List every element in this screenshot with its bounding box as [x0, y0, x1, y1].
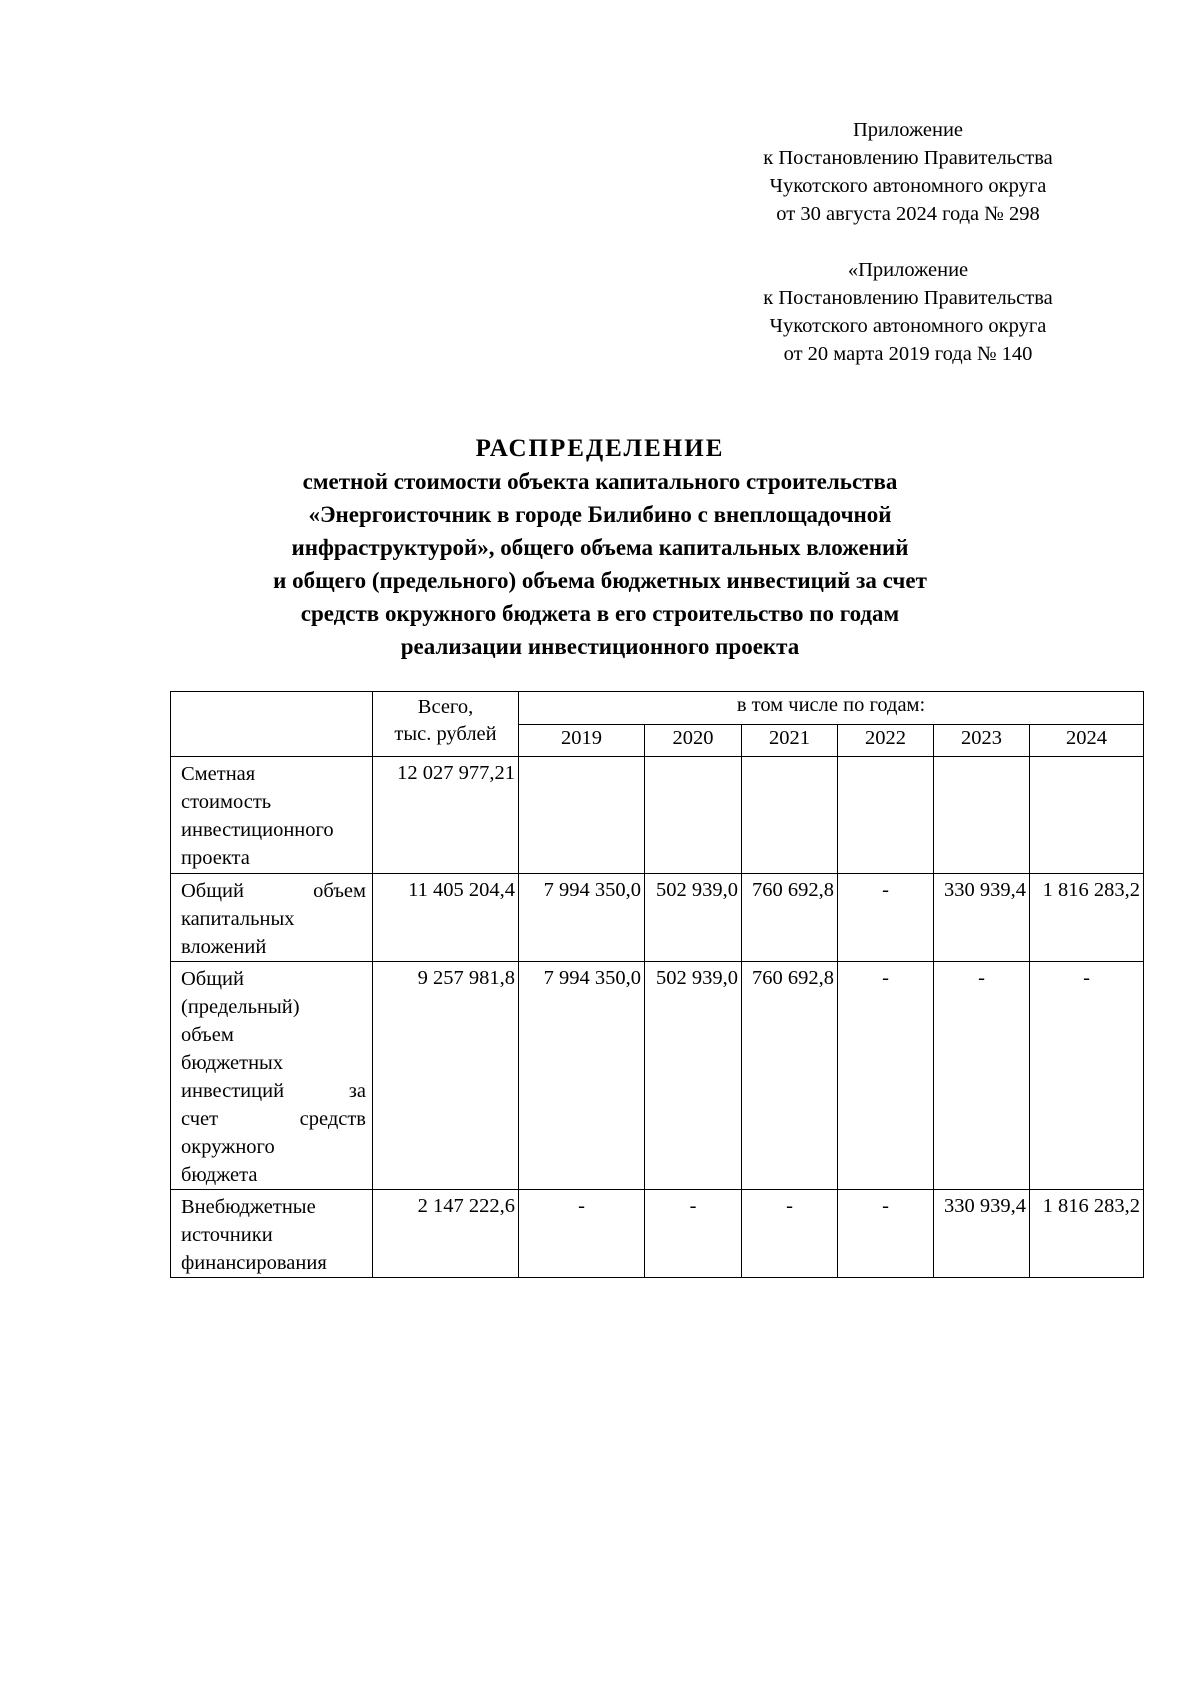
cell-2020: 502 939,0	[645, 962, 742, 1190]
cell-2024: 1 816 283,2	[1030, 1190, 1144, 1278]
cell-2020	[645, 757, 742, 874]
cell-2022: -	[838, 962, 934, 1190]
row-label-word: Общий	[181, 968, 244, 990]
header-by-years: в том числе по годам:	[519, 692, 1144, 725]
cell-2023: -	[934, 962, 1030, 1190]
title-line: реализации инвестиционного проекта	[400, 634, 800, 659]
row-label-word: вложений	[181, 936, 267, 958]
row-label-word: окружного	[181, 1136, 275, 1158]
row-label-word: Общий	[181, 880, 244, 902]
row-label-line	[181, 844, 366, 872]
title-line: средств окружного бюджета в его строительство по годам	[300, 601, 900, 626]
appendix-line: к Постановлению Правительства	[763, 287, 1053, 309]
row-label-word: инвестиционного	[181, 819, 334, 841]
cell-2022	[838, 757, 934, 874]
row-label	[171, 874, 373, 962]
cell-2020: 502 939,0	[645, 874, 742, 962]
row-label	[171, 757, 373, 874]
row-label-word: Сметная	[181, 763, 256, 785]
row-label-line	[181, 1193, 366, 1221]
row-label-word: проекта	[181, 847, 250, 869]
appendix-line: Приложение	[852, 119, 964, 141]
row-total: 11 405 204,4	[373, 874, 519, 962]
row-total: 12 027 977,21	[373, 757, 519, 874]
cell-2021: -	[742, 1190, 838, 1278]
row-total: 2 147 222,6	[373, 1190, 519, 1278]
row-label-line	[181, 1077, 366, 1105]
cell-2021: 760 692,8	[742, 962, 838, 1190]
row-label-word: объем	[181, 1024, 234, 1046]
row-label-line	[181, 1049, 366, 1077]
row-label-line	[181, 760, 366, 788]
row-label-line	[181, 1021, 366, 1049]
row-label-line	[181, 877, 366, 905]
appendix-line: от 30 августа 2024 года № 298	[776, 203, 1040, 225]
header-year-2023: 2023	[934, 725, 1030, 757]
row-label-word: бюджетных	[181, 1052, 284, 1074]
header-year-2019: 2019	[519, 725, 645, 757]
appendix-line: Чукотского автономного округа	[769, 175, 1047, 197]
row-label-word: источники	[181, 1224, 273, 1246]
cell-2020: -	[645, 1190, 742, 1278]
appendix-line: к Постановлению Правительства	[763, 147, 1053, 169]
row-label-word: за	[348, 1080, 366, 1102]
header-total-line: Всего,	[417, 696, 474, 718]
table-row	[171, 874, 1144, 962]
appendix-line: «Приложение	[847, 259, 969, 281]
cell-2023: 330 939,4	[934, 874, 1030, 962]
cell-2019	[519, 757, 645, 874]
row-label	[171, 1190, 373, 1278]
appendix-line: Чукотского автономного округа	[769, 315, 1047, 337]
cell-2019: 7 994 350,0	[519, 962, 645, 1190]
title-heading: РАСПРЕДЕЛЕНИЕ	[475, 435, 725, 462]
table-row	[171, 962, 1144, 1190]
row-label-line	[181, 905, 366, 933]
header-year-2024: 2024	[1030, 725, 1144, 757]
appendix-previous	[728, 256, 1088, 368]
cell-2022: -	[838, 1190, 934, 1278]
cell-2019: -	[519, 1190, 645, 1278]
distribution-table	[170, 691, 1144, 1278]
header-year-2020: 2020	[645, 725, 742, 757]
row-label-word: капитальных	[181, 908, 295, 930]
row-label-word: финансирования	[181, 1252, 327, 1274]
title-line: «Энергоисточник в городе Билибино с внеплощадочной	[308, 502, 892, 527]
cell-2023	[934, 757, 1030, 874]
header-empty-cell	[171, 692, 373, 757]
row-label-line	[181, 1249, 366, 1277]
row-total: 9 257 981,8	[373, 962, 519, 1190]
title-line: инфраструктурой», общего объема капитальных вложений	[291, 535, 909, 560]
header-year-2021: 2021	[742, 725, 838, 757]
cell-2019: 7 994 350,0	[519, 874, 645, 962]
title-line: и общего (предельного) объема бюджетных инвестиций за счет	[273, 568, 927, 593]
document-title	[170, 432, 1030, 663]
row-label-word: бюджета	[181, 1164, 258, 1186]
cell-2024: -	[1030, 962, 1144, 1190]
cell-2023: 330 939,4	[934, 1190, 1030, 1278]
title-line: сметной стоимости объекта капитального строительства	[302, 469, 898, 494]
row-label-line	[181, 1105, 366, 1133]
row-label-line	[181, 788, 366, 816]
row-label-line	[181, 1161, 366, 1189]
row-label-word: средств	[299, 1108, 366, 1130]
appendix-line: от 20 марта 2019 года № 140	[783, 343, 1033, 365]
row-label-line	[181, 933, 366, 961]
cell-2024: 1 816 283,2	[1030, 874, 1144, 962]
cell-2022: -	[838, 874, 934, 962]
row-label	[171, 962, 373, 1190]
cell-2021	[742, 757, 838, 874]
header-year-2022: 2022	[838, 725, 934, 757]
table-row	[171, 1190, 1144, 1278]
row-label-word: объем	[313, 880, 366, 902]
row-label-line	[181, 965, 366, 993]
row-label-word: счет	[181, 1108, 219, 1130]
header-total-line: тыс. рублей	[394, 723, 497, 745]
appendix-current	[728, 116, 1088, 228]
row-label-word: (предельный)	[181, 996, 300, 1018]
header-total	[373, 692, 519, 757]
table-row	[171, 757, 1144, 874]
cell-2021: 760 692,8	[742, 874, 838, 962]
row-label-word: инвестиций	[181, 1080, 285, 1102]
row-label-line	[181, 816, 366, 844]
row-label-line	[181, 993, 366, 1021]
row-label-line	[181, 1133, 366, 1161]
row-label-line	[181, 1221, 366, 1249]
row-label-word: Внебюджетные	[181, 1196, 316, 1218]
row-label-word: стоимость	[181, 791, 272, 813]
cell-2024	[1030, 757, 1144, 874]
